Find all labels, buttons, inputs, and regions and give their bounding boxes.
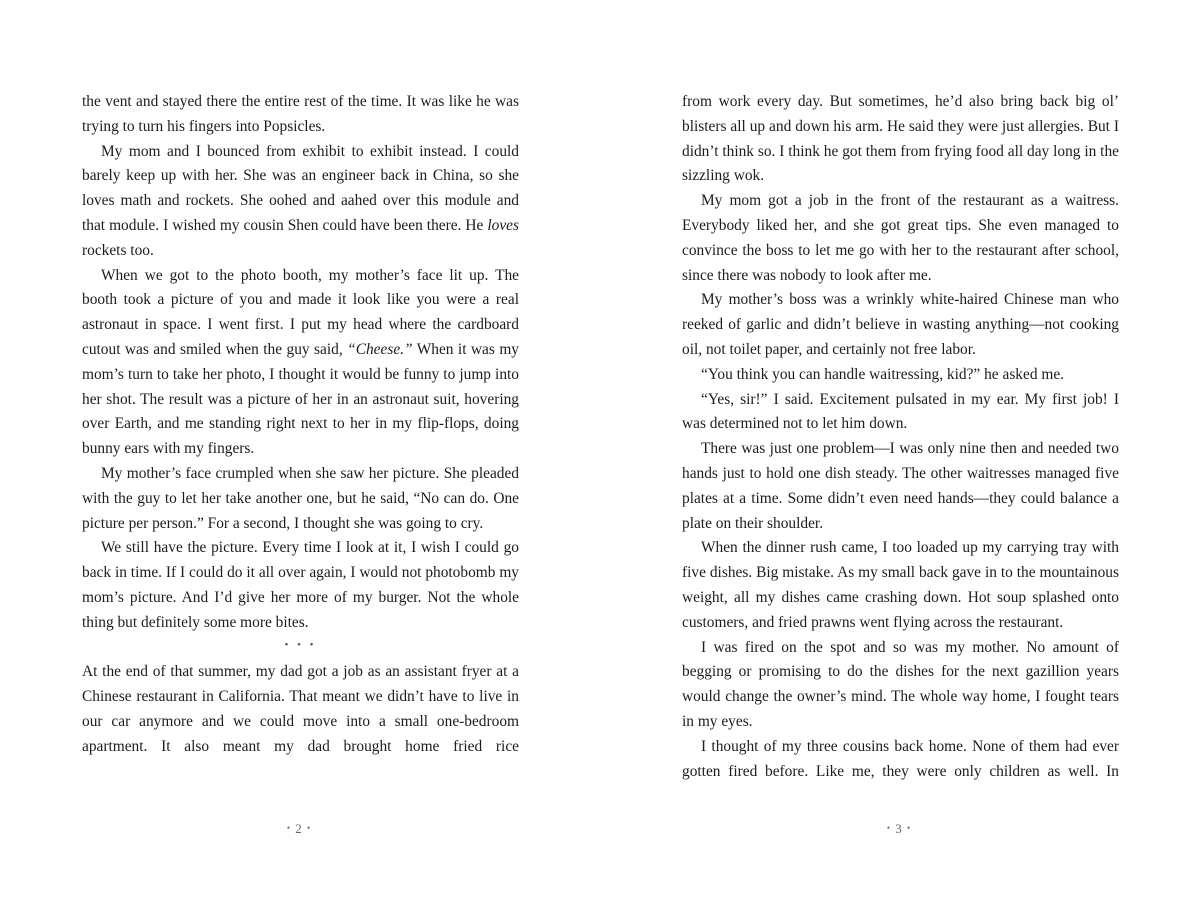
italic-word: loves [487,216,519,234]
paragraph: My mother’s boss was a wrinkly white-haired Chinese man who reeked of garlic and didn’t believe in wasting anything—not cooking oil, not toilet paper, and certainly not free labor. [682,291,1119,358]
paragraph: “You think you can handle waitressing, kid?” he asked me. [701,365,1065,383]
paragraph: I was fired on the spot and so was my mother. No amount of begging or promising to do the dishes for the next gazillion years would change the owner’s mind. The whole way home, I fought tears in my eyes. [682,638,1119,730]
paragraph-text: rockets too. [82,241,154,259]
page-number-text: 3 [895,821,903,836]
paragraph: We still have the picture. Every time I look at it, I wish I could go back in time. If I could do it all over again, I would not photobomb my mom’s picture. And I’d give her more of my burger. Not the whole thing but definitely some more bites. [82,539,519,631]
paragraph: from work every day. But sometimes, he’d also bring back big ol’ blisters all up and down his arm. He said they were just allergies. But I didn’t think so. I think he got them from frying food all day long in the sizzling wok. [682,93,1119,185]
paragraph-text: When it was my mom’s turn to take her photo, I thought it would be funny to jump into her shot. The result was a picture of her in an astronaut suit, hovering over Earth, and me standing right next to her in my flip-flops, doing bunny ears with my fingers. [82,340,519,458]
paragraph: the vent and stayed there the entire rest of the time. It was like he was trying to turn his fingers into Popsicles. [82,93,519,135]
folio-dot-icon: • [907,823,912,833]
folio-dot-icon: • [286,823,291,833]
paragraph: My mother’s face crumpled when she saw her picture. She pleaded with the guy to let her take another one, but he said, “No can do. One picture per person.” For a second, I thought she was going to cry. [82,464,519,532]
left-page-text [82,90,519,760]
paragraph: “Yes, sir!” I said. Excitement pulsated in my ear. My first job! I was determined not to let him down. [682,390,1119,433]
italic-word: “Cheese.” [347,340,413,358]
folio-dot-icon: • [886,823,891,833]
scene-break: • • • [284,638,317,651]
page-number-text: 2 [295,821,303,836]
right-page-text [682,90,1119,784]
folio-dot-icon: • [307,823,312,833]
paragraph: When the dinner rush came, I too loaded up my carrying tray with five dishes. Big mistake. As my small back gave in to the mountainous weight, all my dishes came crashing down. Hot soup splashed onto customers, and fried prawns went flying across the restaurant. [682,539,1119,631]
paragraph: My mom got a job in the front of the restaurant as a waitress. Everybody liked her, and she got great tips. She even managed to convince the boss to let me go with her to the restaurant after school, since there was nobody to look after me. [682,192,1119,284]
paragraph-text: My mom and I bounced from exhibit to exhibit instead. I could barely keep up with her. She was an engineer back in China, so she loves math and rockets. She oohed and aahed over this module and that module. I wished my cousin Shen could have been there. He [82,142,519,234]
paragraph [82,140,519,264]
paragraph [82,264,519,462]
paragraph: There was just one problem—I was only nine then and needed two hands just to hold one dish steady. The other waitresses managed five plates at a time. Some didn’t even need hands—they could balance a plate on their shoulder. [682,440,1119,532]
page-number-right [869,821,929,837]
paragraph: At the end of that summer, my dad got a job as an assistant fryer at a Chinese restaurant in California. That meant we didn’t have to live in our car anymore and we could move into a small one-bedroom apartment. It also meant my dad brought home fried rice [82,663,519,755]
paragraph: I thought of my three cousins back home. None of them had ever gotten fired before. Like me, they were only children as well. In [682,737,1119,780]
paragraph-text: When we got to the photo booth, my mother’s face lit up. The booth took a picture of you and made it look like you were a real astronaut in space. I went first. I put my head where the cardboard cutout was and smiled when the guy said, [82,266,519,358]
page-number-left [269,821,329,837]
